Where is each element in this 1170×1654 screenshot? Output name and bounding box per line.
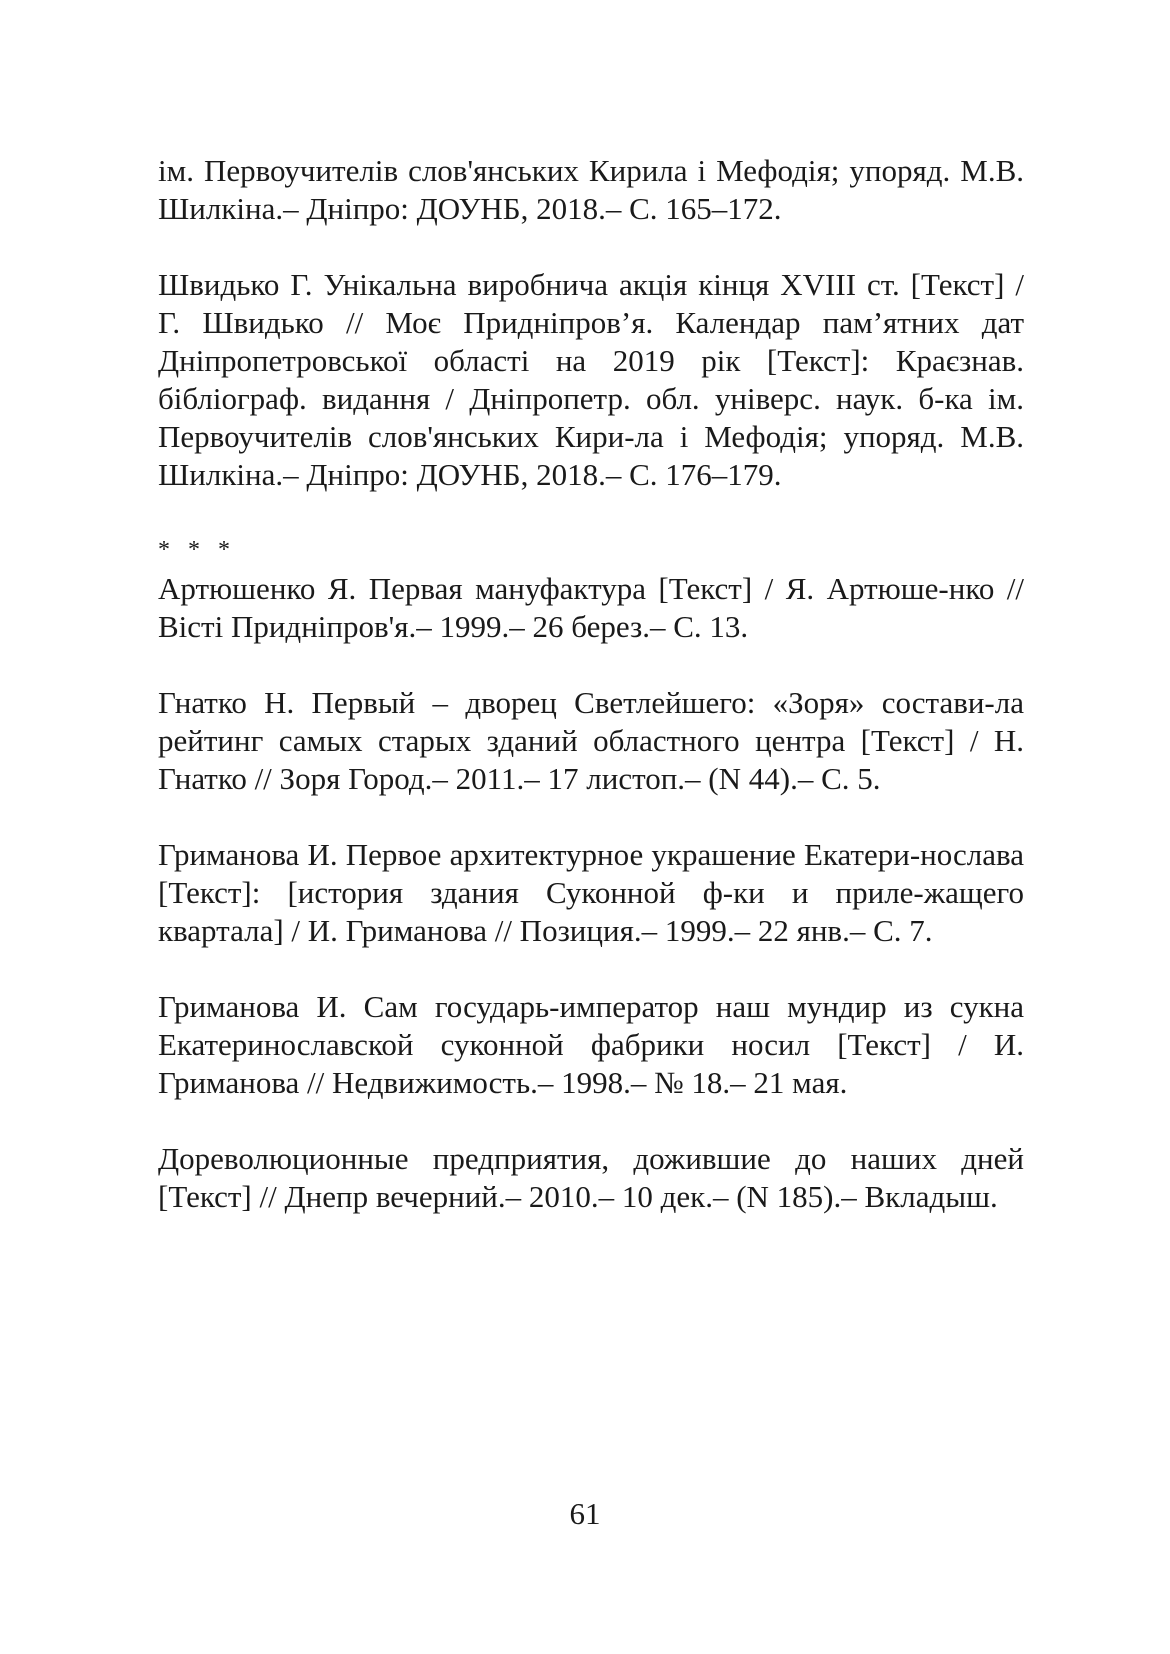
section-separator: * * * [158,537,236,563]
bibliography-entry: Гриманова И. Первое архитектурное украшение Екатери-нослава [Текст]: [история здания Суконной ф-ки и приле-жащего квартала] / И. Гриманова // Позиция.– 1999.– 22 янв.– С. 7. [158,837,1024,948]
bibliography-entry: Гриманова И. Сам государь-император наш мундир из сукна Екатеринославской суконной фабрики носил [Текст] / И. Гриманова // Недвижимость.– 1998.– № 18.– 21 мая. [158,989,1024,1100]
bibliography-entry: Артюшенко Я. Первая мануфактура [Текст] / Я. Артюше-нко // Вісті Придніпров'я.– 1999.– 26 берез.– С. 13. [158,571,1024,644]
bibliography-entry: Гнатко Н. Первый – дворец Светлейшего: «Зоря» состави-ла рейтинг самых старых зданий областного центра [Текст] / Н. Гнатко // Зоря Город.– 2011.– 17 листоп.– (N 44).– С. 5. [158,685,1024,796]
bibliography-entry: ім. Первоучителів слов'янських Кирила і Мефодія; упоряд. М.В. Шилкіна.– Дніпро: ДОУНБ, 2018.– С. 165–172. [158,153,1024,226]
bibliography-content [158,152,1024,1254]
bibliography-entry: Дореволюционные предприятия, дожившие до наших дней [Текст] // Днепр вечерний.– 2010.– 10 дек.– (N 185).– Вкладыш. [158,1141,1024,1214]
page-number: 61 [569,1496,601,1531]
bibliography-entry: Швидько Г. Унікальна виробнича акція кінця XVIII ст. [Текст] / Г. Швидько // Моє Придніпров’я. Календар пам’ятних дат Дніпропетровської області на 2019 рік [Текст]: Краєзнав. бібліограф. видання / Дніпропетр. обл. універс. наук. б-ка ім. Первоучителів слов'янських Кири-ла і Мефодія; упоряд. М.В. Шилкіна.– Дніпро: ДОУНБ, 2018.– С. 176–179. [158,267,1024,492]
